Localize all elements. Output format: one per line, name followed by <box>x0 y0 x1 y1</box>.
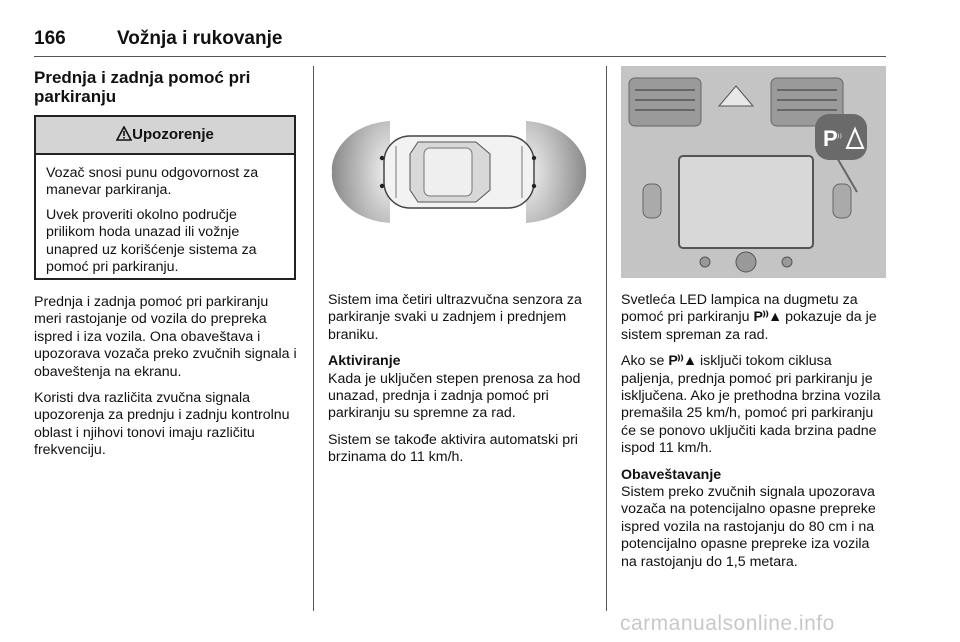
warning-header <box>36 117 294 155</box>
signals-paragraph: Koristi dva različita zvučna signala upozorenja za prednju i zadnju kontrolnu oblast i njihovi tonovi imaju različitu frekvenciju. <box>34 390 290 459</box>
switch-off-paragraph <box>621 353 887 457</box>
led-paragraph <box>621 292 887 344</box>
auto-activation-paragraph: Sistem se takođe aktivira automatski pri brzinama do 11 km/h. <box>328 431 578 466</box>
sensors-paragraph: Sistem ima četiri ultrazvučna senzora za parkiranje svaki u zadnjem i prednjem braniku. <box>328 292 582 343</box>
column-3-body <box>621 292 887 580</box>
intro-paragraph: Prednja i zadnja pomoć pri parkiranju meri rastojanje od vozila do prepreka ispred i iza vozila. Ona obaveštava i upozorava vozača preko zvučnih signala i obaveštenja na ekranu. <box>34 294 297 380</box>
led-text-start: Svetleća LED lampica na dugmetu za pomoć pri parkiranju <box>621 292 858 326</box>
notification-paragraph: Sistem preko zvučnih signala upozorava vozača na potencijalno opasne prepreke ispred vozila na rastojanju do 80 cm i na potencijalno opasne prepreke iza vozila na rastojanju do 1,5 metara. <box>621 484 876 570</box>
column-2-body <box>328 292 594 476</box>
warning-text-2: Uvek proveriti okolno područje prilikom hoda unazad ili vožnje unapred uz korišćenje sistema za pomoć pri parkiranju. <box>46 206 257 276</box>
car-sensor-diagram <box>326 66 592 278</box>
warning-title: Upozorenje <box>132 126 214 143</box>
switch-off-text-end: isključi tokom ciklusa paljenja, prednja pomoć pri parkiranju je isključena. Ako je prethodna brzina vozila premašila 25 km/h, pomoć pri parkiranju će se ponovo uključiti kada brzina padne ispod 11 km/h. <box>621 353 881 457</box>
warning-box <box>34 115 296 280</box>
chapter-title: Vožnja i rukovanje <box>117 28 283 49</box>
activation-paragraph: Kada je uključen stepen prenosa za hod unazad, prednja i zadnja pomoć pri parkiranju su spremne za rad. <box>328 370 581 422</box>
svg-text:P: P <box>823 126 838 151</box>
page-number: 166 <box>34 28 66 49</box>
page-header <box>34 26 886 57</box>
section-heading: Prednja i zadnja pomoć pri parkiranju <box>34 68 251 106</box>
park-assist-symbol: P⁾⁾▲ <box>753 309 782 326</box>
column-1-body <box>34 294 298 469</box>
warning-triangle-icon <box>116 126 132 141</box>
watermark: carmanualsonline.info <box>620 612 835 635</box>
dashboard-park-assist-button <box>621 66 886 278</box>
led-text-end: pokazuje da je sistem spreman za rad. <box>621 309 877 343</box>
warning-text-1: Vozač snosi punu odgovornost za manevar parkiranja. <box>46 165 259 199</box>
column-divider-1 <box>313 66 314 611</box>
warning-body <box>36 155 294 276</box>
svg-text:⁾⁾: ⁾⁾ <box>837 133 842 144</box>
column-divider-2 <box>606 66 607 611</box>
column-1-heading <box>34 68 296 106</box>
switch-off-text-start: Ako se <box>621 353 669 370</box>
park-assist-symbol-2: P⁾⁾▲ <box>668 353 697 370</box>
activation-heading: Aktiviranje <box>328 353 401 370</box>
notification-heading: Obaveštavanje <box>621 466 722 483</box>
